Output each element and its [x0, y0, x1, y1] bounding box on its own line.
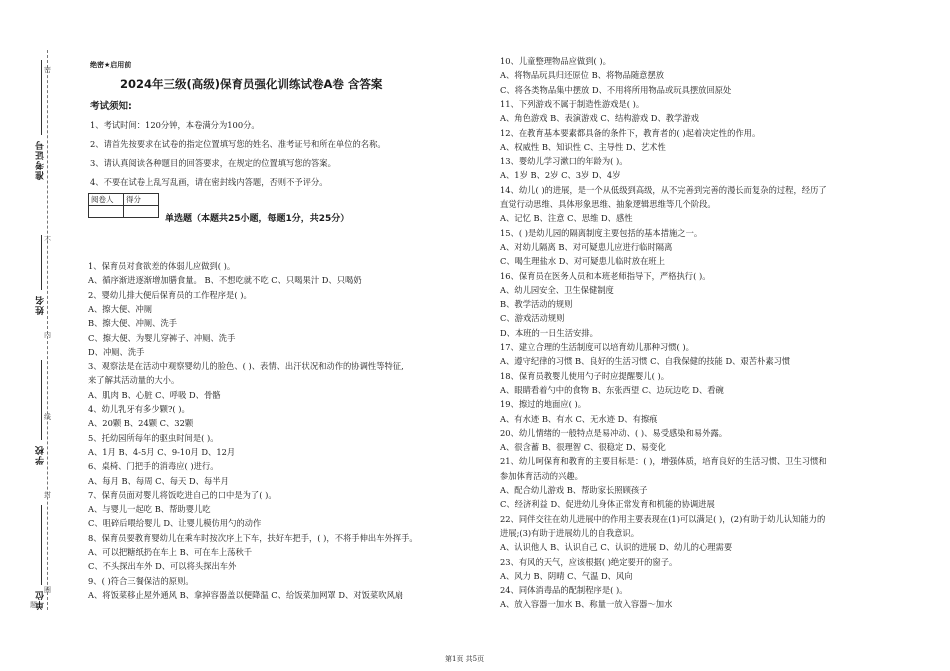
- page-title: 2024年三级(高级)保育员强化训练试卷A卷 含答案: [120, 77, 383, 91]
- question-line: A、将饭菜移止屋外通风 B、拿掉容器盖以便降温 C、给饭菜加网罩 D、对饭菜吹风扇: [88, 589, 404, 600]
- question-line: A、与婴儿一起吃 B、帮助婴儿吃: [88, 504, 211, 515]
- question-line: 2、婴幼儿排大便后保育员的工作程序是( )。: [88, 289, 252, 300]
- question-line: A、风力 B、阴晴 C、气温 D、风向: [500, 570, 633, 581]
- score-cell[interactable]: [124, 206, 159, 218]
- question-line: C、擦大便、为婴儿穿裤子、冲厕、洗手: [88, 332, 236, 343]
- unit-blank[interactable]: [41, 505, 42, 585]
- question-line: 13、婴幼儿学习漱口的年龄为( )。: [500, 156, 628, 167]
- question-line: 6、桌椅、门把手的消毒应( )进行。: [88, 461, 219, 472]
- question-line: C、不头探出车外 D、可以将头探出车外: [88, 561, 237, 572]
- secret-mark: 绝密★启用前: [90, 61, 132, 69]
- fold-mark: 密: [44, 66, 51, 74]
- question-line: 参加体育活动的兴趣。: [500, 470, 583, 481]
- question-line: A、肌肉 B、心脏 C、呼吸 D、骨骼: [88, 389, 221, 400]
- question-line: 17、建立合理的生活制度可以培育幼儿那种习惯( )。: [500, 342, 694, 352]
- unit-label: 单位: [36, 590, 46, 610]
- question-line: 19、擦过的地面应( )。: [500, 399, 587, 410]
- question-line: 3、观察法是在活动中观察婴幼儿的脸色、( )、表情、出汗状况和动作的协调性等特征,: [88, 361, 404, 372]
- notice-item: 3、请认真阅读各种题目的回答要求，在规定的位置填写您的答案。: [90, 158, 336, 168]
- question-line: A、1岁 B、2岁 C、3岁 D、4岁: [500, 170, 621, 181]
- grader-header: 阅卷人: [89, 194, 124, 206]
- question-line: C、咀碎后喂给婴儿 D、让婴儿模仿用勺的动作: [88, 518, 262, 529]
- fold-mark: 圈: [44, 586, 51, 594]
- question-line: A、幼儿园安全、卫生保健制度: [500, 284, 614, 295]
- grader-cell[interactable]: [89, 206, 124, 218]
- question-line: A、将物品玩具归还原位 B、将物品随意摆放: [500, 70, 665, 81]
- question-line: B、教学活动的规则: [500, 299, 573, 310]
- question-line: A、很含蓄 B、很理智 C、很稳定 D、易变化: [500, 442, 666, 453]
- question-line: A、擦大便、冲厕: [88, 303, 153, 314]
- school-label: 学校: [36, 445, 46, 465]
- name-blank[interactable]: [41, 235, 42, 290]
- question-line: D、冲厕、洗手: [88, 346, 145, 357]
- notice-item: 1、考试时间：120分钟，本卷满分为100分。: [90, 120, 260, 130]
- question-line: 5、托幼园所每年的驱虫时间是( )。: [88, 432, 219, 443]
- question-line: 11、下列游戏不属于制造性游戏是( )。: [500, 98, 645, 109]
- notice-heading: 考试须知:: [90, 101, 132, 112]
- question-line: D、本班的一日生活安排。: [500, 327, 598, 338]
- fold-mark: 封: [44, 491, 51, 499]
- question-line: A、角色游戏 B、表演游戏 C、结构游戏 D、教学游戏: [500, 113, 699, 124]
- question-line: A、认识他人 B、认识自己 C、认识的进展 D、幼儿的心理需要: [500, 542, 733, 553]
- question-line: A、循序渐进逐渐增加膳食量。 B、不想吃就不吃 C、只喝果汁 D、只喝奶: [88, 275, 362, 286]
- school-blank[interactable]: [41, 360, 42, 440]
- question-line: 21、幼儿呵保育和教育的主要目标是：( )，增强体质，培育良好的生活习惯、卫生习惯和: [500, 456, 827, 467]
- question-line: 15、( )是幼儿园的隔离制度主要包括的基本措施之一。: [500, 227, 703, 238]
- question-line: A、对幼儿隔离 B、对可疑患儿应进行临时隔离: [500, 241, 673, 252]
- question-line: 14、幼儿( )的进展，是一个从低级到高级，从不完善到完善的漫长而复杂的过程，经历了: [500, 184, 827, 195]
- question-line: 16、保育员在医务人员和本班老师指导下，严格执行( )。: [500, 270, 711, 281]
- question-line: 18、保育员教婴儿使用勺子时应提醒婴儿( )。: [500, 370, 670, 381]
- question-line: 9、( )符合三餐保洁的原则。: [88, 575, 194, 586]
- question-line: C、将各类物品集中摆放 D、不用将所用物品或玩具摆放回原处: [500, 84, 732, 95]
- question-line: B、擦大便、冲厕、洗手: [88, 318, 178, 329]
- question-line: 22、同伴交往在幼儿进展中的作用主要表现在(1)可以满足( )，(2)有助于幼儿认知能力的: [500, 513, 826, 524]
- question-line: A、可以把糖纸扔在车上 B、可在车上荡秋千: [88, 547, 253, 557]
- question-line: C、喝生理盐水 D、对可疑患儿临时放在班上: [500, 256, 665, 267]
- question-line: 20、幼儿情绪的一般特点是易冲动、( )、易受感染和易外露。: [500, 427, 728, 438]
- fold-mark: 内: [44, 331, 51, 339]
- question-line: 1、保育员对食欲差的体弱儿应做到( )。: [88, 261, 236, 271]
- section-heading: 单选题（本题共25小题，每题1分，共25分）: [165, 214, 350, 224]
- exam-id-blank[interactable]: [41, 60, 42, 135]
- score-header: 得分: [124, 194, 159, 206]
- question-line: A、每月 B、每周 C、每天 D、每半月: [88, 475, 229, 486]
- question-line: A、有水迹 B、有水 C、无水迹 D、有擦痕: [500, 413, 658, 424]
- question-line: 10、儿童整理物品应做到( )。: [500, 56, 611, 66]
- question-line: A、1月 B、4-5月 C、9-10月 D、12月: [88, 446, 236, 457]
- page-footer: 第1页 共5页: [445, 655, 485, 663]
- question-line: A、放入容器一加水 B、称量一放入容器～加水: [500, 599, 673, 610]
- score-table: [88, 193, 159, 218]
- question-line: 4、幼儿乳牙有多少颗?( )。: [88, 404, 190, 414]
- question-line: 7、保育员面对婴儿将饭吃进自己的口中是为了( )。: [88, 489, 277, 500]
- fold-mark: 线: [44, 413, 51, 421]
- fold-mark: 不: [44, 236, 51, 244]
- fold-mark-small: 题: [30, 601, 37, 609]
- question-line: C、游戏活动规则: [500, 313, 565, 324]
- question-line: 进展;(3)有助于进展幼儿的自我意识。: [500, 527, 640, 538]
- exam-id-label: 准考证号: [36, 140, 46, 180]
- question-line: A、遵守纪律的习惯 B、良好的生活习惯 C、自我保健的技能 D、艰苦朴素习惯: [500, 356, 791, 367]
- notice-item: 2、请首先按要求在试卷的指定位置填写您的姓名、准考证号和所在单位的名称。: [90, 139, 386, 149]
- notice-item: 4、不要在试卷上乱写乱画，请在密封线内答题，否则不予评分。: [90, 177, 328, 187]
- question-line: 12、在教育基本要素都具备的条件下，教育者的( )起着决定性的作用。: [500, 127, 761, 138]
- question-line: A、权威性 B、知识性 C、主导性 D、艺术性: [500, 141, 666, 152]
- question-line: A、记忆 B、注意 C、思维 D、感性: [500, 213, 633, 224]
- question-line: 直觉行动思维、具体形象思维、抽象逻辑思维等几个阶段。: [500, 199, 716, 209]
- question-line: 24、同体消毒品的配制程序是( )。: [500, 585, 628, 596]
- question-line: A、眼睛看着勺中的食物 B、东张西望 C、边玩边吃 D、看碗: [500, 384, 724, 395]
- question-line: A、20颗 B、24颗 C、32颗: [88, 418, 194, 429]
- question-line: 23、有风的天气，应该根据( )绝定要开的窗子。: [500, 556, 678, 567]
- question-line: 8、保育员要教育婴幼儿在乘车时按次序上下车，扶好车把手，( )，不将手伸出车外挥手。: [88, 532, 418, 543]
- question-line: A、配合幼儿游戏 B、帮助家长照顾孩子: [500, 485, 648, 495]
- name-label: 姓名: [36, 295, 46, 315]
- question-line: C、经济利益 D、促进幼儿身体正常发育和机能的协调进展: [500, 499, 715, 510]
- question-line: 来了解其活动量的大小。: [88, 375, 180, 386]
